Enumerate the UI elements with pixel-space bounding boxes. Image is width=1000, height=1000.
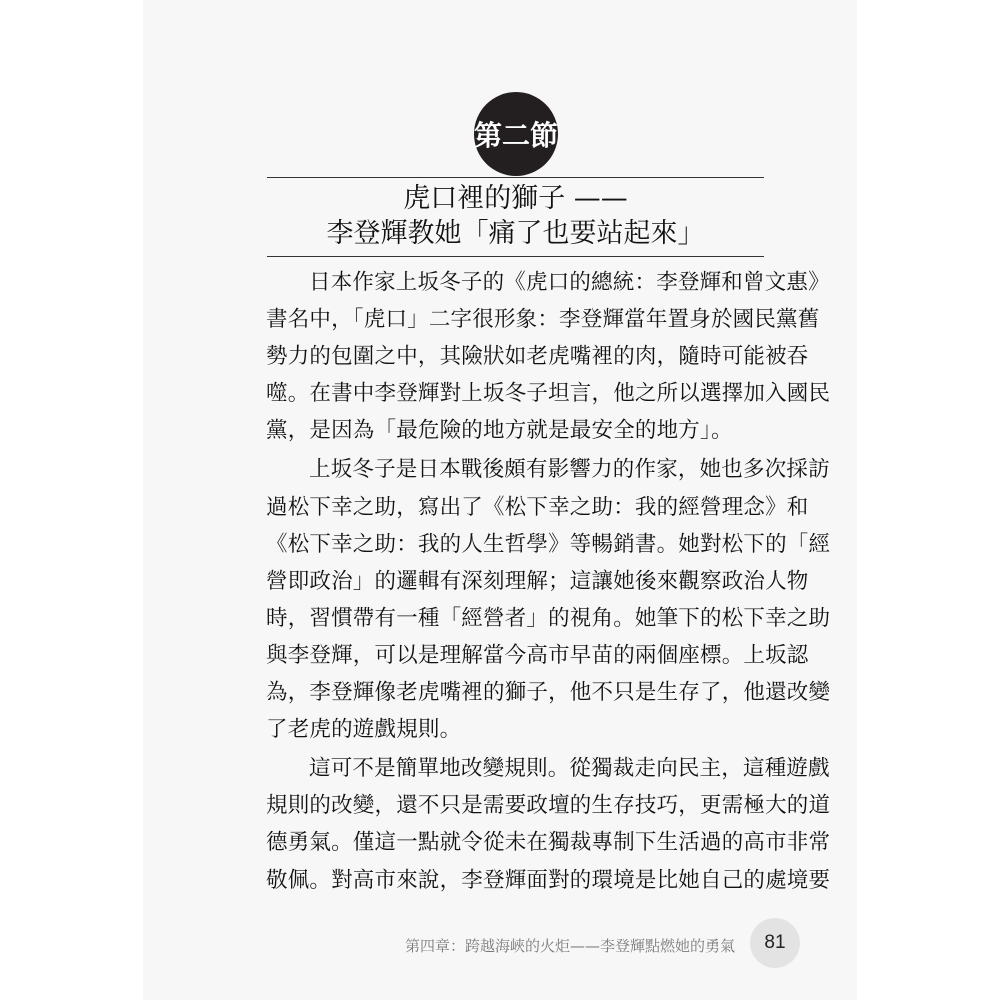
body-line: 勢力的包圍之中，其險狀如老虎嘴裡的肉，隨時可能被吞 (266, 344, 809, 370)
title-bottom-rule (267, 256, 764, 257)
body-line: 敬佩。對高市來說，李登輝面對的環境是比她自己的處境要 (266, 867, 831, 893)
running-head: 第四章：跨越海峽的火炬——李登輝點燃她的勇氣 (404, 937, 735, 955)
body-line: 日本作家上坂冬子的《虎口的總統：李登輝和曾文惠》 (309, 270, 830, 295)
section-title-line-2: 李登輝教她「痛了也要站起來」 (326, 218, 705, 249)
section-badge: 第二節 (474, 92, 558, 176)
body-line: 噬。在書中李登輝對上坂冬子坦言，他之所以選擇加入國民 (266, 381, 831, 407)
body-line: 黨，是因為「最危險的地方就是最安全的地方」。 (266, 418, 733, 444)
body-line: 規則的改變，還不只是需要政壇的生存技巧，更需極大的道 (266, 793, 831, 819)
section-title-line-1: 虎口裡的獅子 —— (403, 183, 628, 214)
body-text (266, 264, 831, 899)
body-line: 時，習慣帶有一種「經營者」的視角。她筆下的松下幸之助 (266, 605, 831, 631)
body-line: 這可不是簡單地改變規則。從獨裁走向民主，這種遊戲 (309, 756, 830, 782)
body-line: 上坂冬子是日本戰後頗有影響力的作家，她也多次採訪 (309, 457, 830, 483)
body-line: 了老虎的遊戲規則。 (266, 717, 462, 743)
title-top-rule (267, 177, 764, 178)
body-line: 過松下幸之助，寫出了《松下幸之助：我的經營理念》和 (266, 494, 809, 520)
body-line: 營即政治」的邏輯有深刻理解；這讓她後來觀察政治人物 (266, 568, 809, 594)
body-line: 《松下幸之助：我的人生哲學》等暢銷書。她對松下的「經 (266, 531, 831, 557)
body-line: 德勇氣。僅這一點就令從未在獨裁專制下生活過的高市非常 (266, 830, 831, 856)
body-line: 書名中，「虎口」二字很形象：李登輝當年置身於國民黨舊 (266, 307, 820, 333)
page-number: 81 (750, 918, 800, 968)
body-line: 為，李登輝像老虎嘴裡的獅子，他不只是生存了，他還改變 (266, 680, 831, 706)
body-line: 與李登輝，可以是理解當今高市早苗的兩個座標。上坂認 (266, 642, 809, 668)
